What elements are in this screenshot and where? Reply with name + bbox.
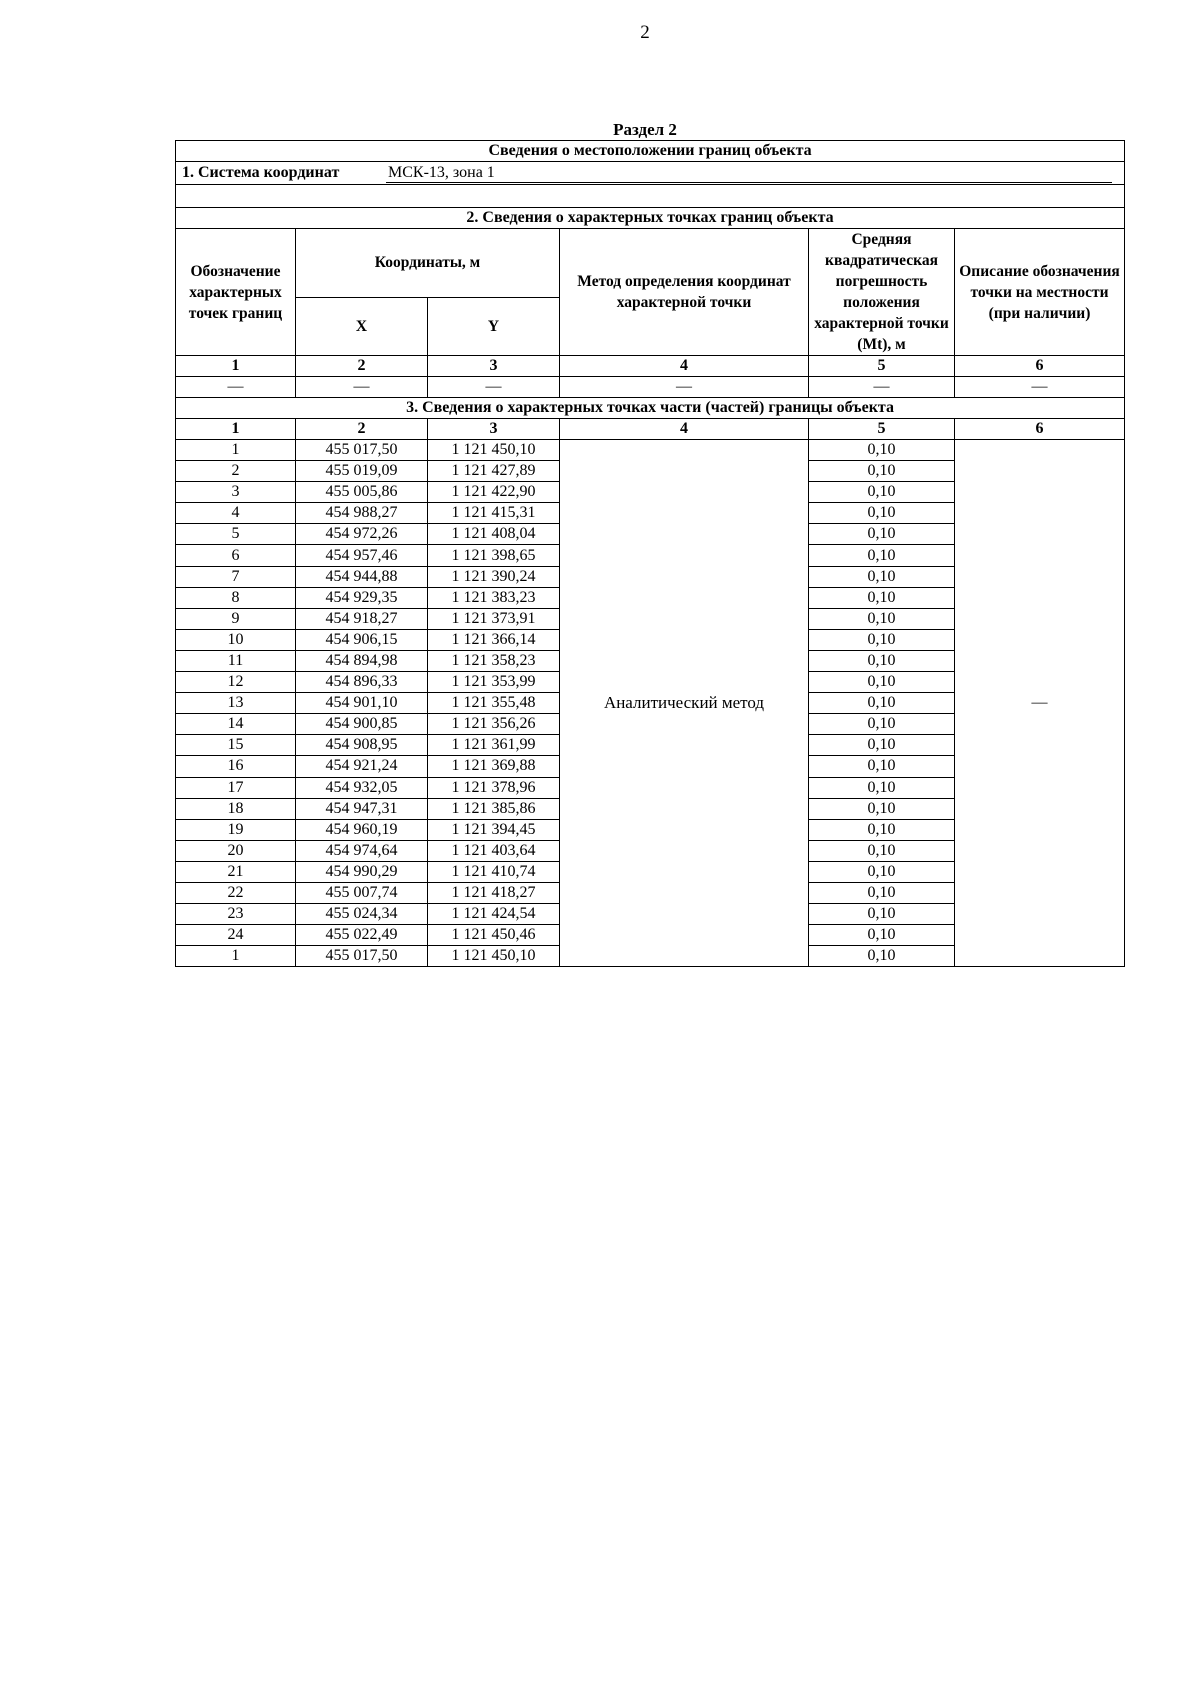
point-mt: 0,10 xyxy=(809,672,955,693)
description-cell: — xyxy=(955,440,1125,967)
section-title: Раздел 2 xyxy=(613,120,677,139)
point-number: 17 xyxy=(176,777,296,798)
point-x: 454 957,46 xyxy=(296,545,428,566)
point-x: 454 944,88 xyxy=(296,566,428,587)
point-y: 1 121 398,65 xyxy=(428,545,560,566)
empty-cell: — xyxy=(428,377,560,398)
point-x: 454 972,26 xyxy=(296,524,428,545)
point-x: 454 896,33 xyxy=(296,672,428,693)
column-number: 6 xyxy=(955,419,1125,440)
point-y: 1 121 427,89 xyxy=(428,461,560,482)
point-x: 454 918,27 xyxy=(296,608,428,629)
column-number: 6 xyxy=(955,356,1125,377)
column-number: 5 xyxy=(809,419,955,440)
table-title: Сведения о местоположении границ объекта xyxy=(176,141,1125,162)
point-mt: 0,10 xyxy=(809,503,955,524)
point-number: 8 xyxy=(176,587,296,608)
point-y: 1 121 356,26 xyxy=(428,714,560,735)
table-row xyxy=(176,440,1125,461)
point-mt: 0,10 xyxy=(809,756,955,777)
point-number: 12 xyxy=(176,672,296,693)
boundary-table xyxy=(175,140,1125,967)
point-x: 454 960,19 xyxy=(296,819,428,840)
point-x: 454 932,05 xyxy=(296,777,428,798)
point-y: 1 121 373,91 xyxy=(428,608,560,629)
point-mt: 0,10 xyxy=(809,566,955,587)
point-y: 1 121 450,10 xyxy=(428,946,560,967)
point-y: 1 121 408,04 xyxy=(428,524,560,545)
point-x: 454 974,64 xyxy=(296,840,428,861)
point-number: 11 xyxy=(176,650,296,671)
point-number: 20 xyxy=(176,840,296,861)
point-x: 454 988,27 xyxy=(296,503,428,524)
header-method: Метод определения координат характерной точки xyxy=(560,229,809,356)
point-number: 18 xyxy=(176,798,296,819)
point-number: 5 xyxy=(176,524,296,545)
point-mt: 0,10 xyxy=(809,587,955,608)
point-number: 24 xyxy=(176,925,296,946)
point-y: 1 121 378,96 xyxy=(428,777,560,798)
point-x: 454 990,29 xyxy=(296,861,428,882)
empty-cell: — xyxy=(809,377,955,398)
header-y: Y xyxy=(428,297,560,355)
page-number: 2 xyxy=(640,22,650,43)
point-mt: 0,10 xyxy=(809,440,955,461)
column-number: 4 xyxy=(560,356,809,377)
point-mt: 0,10 xyxy=(809,861,955,882)
point-number: 9 xyxy=(176,608,296,629)
point-y: 1 121 353,99 xyxy=(428,672,560,693)
point-x: 455 017,50 xyxy=(296,946,428,967)
point-x: 454 908,95 xyxy=(296,735,428,756)
point-mt: 0,10 xyxy=(809,629,955,650)
empty-cell: — xyxy=(176,377,296,398)
point-number: 10 xyxy=(176,629,296,650)
point-number: 14 xyxy=(176,714,296,735)
point-y: 1 121 355,48 xyxy=(428,693,560,714)
point-number: 23 xyxy=(176,904,296,925)
point-number: 2 xyxy=(176,461,296,482)
point-y: 1 121 358,23 xyxy=(428,650,560,671)
point-y: 1 121 410,74 xyxy=(428,861,560,882)
point-number: 1 xyxy=(176,440,296,461)
parts-section-title: 3. Сведения о характерных точках части (частей) границы объекта xyxy=(176,398,1125,419)
header-x: X xyxy=(296,297,428,355)
point-y: 1 121 390,24 xyxy=(428,566,560,587)
point-y: 1 121 450,10 xyxy=(428,440,560,461)
point-x: 454 901,10 xyxy=(296,693,428,714)
point-y: 1 121 422,90 xyxy=(428,482,560,503)
point-x: 454 947,31 xyxy=(296,798,428,819)
point-mt: 0,10 xyxy=(809,798,955,819)
points-section-title: 2. Сведения о характерных точках границ объекта xyxy=(176,208,1125,229)
column-number: 2 xyxy=(296,419,428,440)
point-x: 454 921,24 xyxy=(296,756,428,777)
point-x: 454 906,15 xyxy=(296,629,428,650)
point-y: 1 121 361,99 xyxy=(428,735,560,756)
point-y: 1 121 383,23 xyxy=(428,587,560,608)
point-mt: 0,10 xyxy=(809,608,955,629)
column-number: 1 xyxy=(176,419,296,440)
column-number: 4 xyxy=(560,419,809,440)
point-y: 1 121 418,27 xyxy=(428,882,560,903)
column-number: 5 xyxy=(809,356,955,377)
point-mt: 0,10 xyxy=(809,882,955,903)
point-number: 1 xyxy=(176,946,296,967)
point-x: 454 894,98 xyxy=(296,650,428,671)
point-mt: 0,10 xyxy=(809,777,955,798)
point-x: 455 024,34 xyxy=(296,904,428,925)
point-mt: 0,10 xyxy=(809,714,955,735)
point-y: 1 121 415,31 xyxy=(428,503,560,524)
header-designation: Обозначение характерных точек границ xyxy=(176,229,296,356)
point-number: 7 xyxy=(176,566,296,587)
point-mt: 0,10 xyxy=(809,946,955,967)
point-y: 1 121 424,54 xyxy=(428,904,560,925)
point-x: 454 929,35 xyxy=(296,587,428,608)
point-y: 1 121 394,45 xyxy=(428,819,560,840)
empty-cell: — xyxy=(560,377,809,398)
point-y: 1 121 450,46 xyxy=(428,925,560,946)
point-mt: 0,10 xyxy=(809,819,955,840)
column-number: 3 xyxy=(428,356,560,377)
coord-system-value: МСК-13, зона 1 xyxy=(386,164,1112,183)
point-mt: 0,10 xyxy=(809,461,955,482)
point-x: 455 007,74 xyxy=(296,882,428,903)
point-number: 4 xyxy=(176,503,296,524)
point-mt: 0,10 xyxy=(809,840,955,861)
empty-cell: — xyxy=(296,377,428,398)
point-y: 1 121 385,86 xyxy=(428,798,560,819)
point-y: 1 121 403,64 xyxy=(428,840,560,861)
point-x: 455 022,49 xyxy=(296,925,428,946)
point-number: 19 xyxy=(176,819,296,840)
point-number: 15 xyxy=(176,735,296,756)
point-mt: 0,10 xyxy=(809,693,955,714)
point-mt: 0,10 xyxy=(809,482,955,503)
point-mt: 0,10 xyxy=(809,925,955,946)
point-number: 13 xyxy=(176,693,296,714)
column-number: 2 xyxy=(296,356,428,377)
point-number: 6 xyxy=(176,545,296,566)
point-x: 454 900,85 xyxy=(296,714,428,735)
header-description: Описание обозначения точки на местности (при наличии) xyxy=(955,229,1125,356)
method-cell: Аналитический метод xyxy=(560,440,809,967)
point-x: 455 019,09 xyxy=(296,461,428,482)
header-coordinates: Координаты, м xyxy=(296,229,560,298)
point-number: 3 xyxy=(176,482,296,503)
point-mt: 0,10 xyxy=(809,735,955,756)
point-mt: 0,10 xyxy=(809,545,955,566)
header-error: Средняя квадратическая погрешность положения характерной точки (Mt), м xyxy=(809,229,955,356)
point-x: 455 005,86 xyxy=(296,482,428,503)
column-number: 1 xyxy=(176,356,296,377)
empty-cell: — xyxy=(955,377,1125,398)
spacer-row xyxy=(176,185,1125,208)
point-y: 1 121 366,14 xyxy=(428,629,560,650)
coord-system-label: 1. Система координат xyxy=(182,163,340,181)
point-mt: 0,10 xyxy=(809,650,955,671)
point-mt: 0,10 xyxy=(809,524,955,545)
point-mt: 0,10 xyxy=(809,904,955,925)
point-number: 16 xyxy=(176,756,296,777)
point-number: 21 xyxy=(176,861,296,882)
coord-system-row xyxy=(176,162,1125,185)
point-x: 455 017,50 xyxy=(296,440,428,461)
point-number: 22 xyxy=(176,882,296,903)
column-number: 3 xyxy=(428,419,560,440)
point-y: 1 121 369,88 xyxy=(428,756,560,777)
